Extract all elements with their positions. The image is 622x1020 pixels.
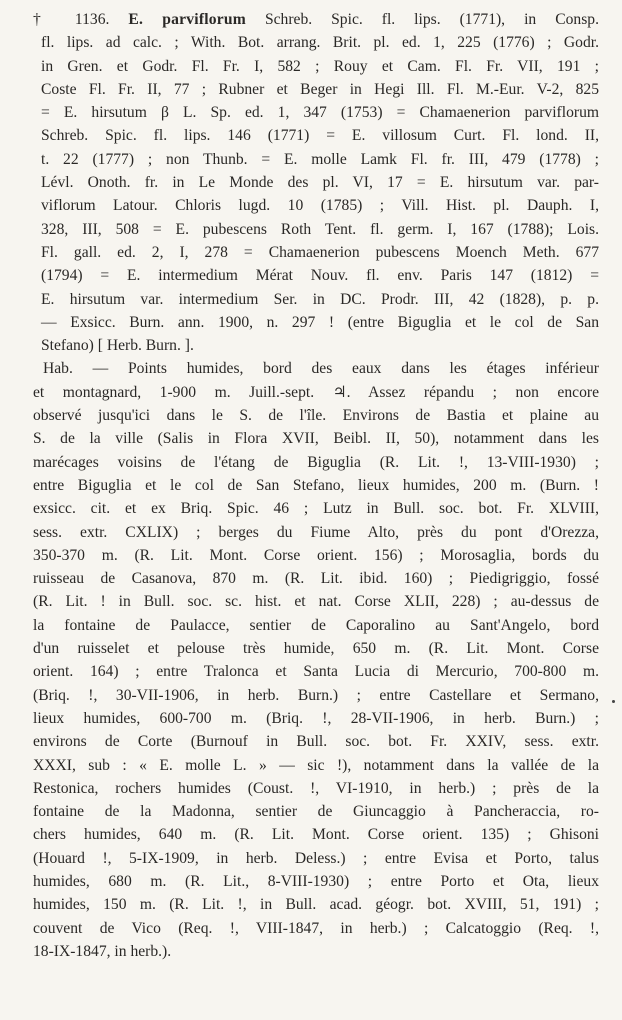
entry-line: Coste Fl. Fr. II, 77 ; Rubner et Beger in Hegi Ill. Fl. M.-Eur. V-2, 825 xyxy=(41,80,599,98)
entry-line-text: Schreb. Spic. fl. lips. (1771), in Consp. xyxy=(264,11,599,28)
entry-line: fl. lips. ad calc. ; With. Bot. arrang. Brit. pl. ed. 1, 225 (1776) ; Godr. xyxy=(41,34,599,52)
entry-line: Schreb. Spic. fl. lips. 146 (1771) = E. villosum Curt. Fl. lond. II, xyxy=(41,127,599,145)
habitat-line: humides, 680 m. (R. Lit., 8-VIII-1930) ; entre Porto et Ota, lieux xyxy=(33,872,599,890)
habitat-paragraph xyxy=(33,357,599,963)
habitat-line: sess. extr. CXLIX) ; berges du Fiume Alto, près du pont d'Orezza, xyxy=(33,523,599,541)
entry-line: 328, III, 508 = E. pubescens Roth Tent. fl. germ. I, 167 (1788); Lois. xyxy=(41,220,599,238)
habitat-line: ruisseau de Casanova, 870 m. (R. Lit. ibid. 160) ; Piedigriggio, fossé xyxy=(33,570,599,588)
habitat-line: marécages voisins de l'étang de Biguglia (R. Lit. !, 13-VIII-1930) ; xyxy=(33,453,599,471)
entry-line: Lévl. Onoth. fr. in Le Monde des pl. VI, 17 = E. hirsutum var. par- xyxy=(41,174,599,192)
entry-number: † 1136. xyxy=(33,11,110,28)
entry-line: t. 22 (1777) ; non Thunb. = E. molle Lamk Fl. fr. III, 479 (1778) ; xyxy=(41,150,599,168)
species-entry xyxy=(33,8,599,357)
habitat-line: fontaine de la Madonna, sentier de Giuncaggio à Pancheraccia, ro- xyxy=(33,803,599,821)
margin-dot xyxy=(612,700,615,703)
habitat-line: observé jusqu'ici dans le S. de l'île. Environs de Bastia et plaine au xyxy=(33,407,599,425)
habitat-line: Restonica, rochers humides (Coust. !, VI-1910, in herb.) ; près de la xyxy=(33,779,599,797)
habitat-line: 18-IX-1847, in herb.). xyxy=(33,942,172,960)
habitat-line: couvent de Vico (Req. !, VIII-1847, in herb.) ; Calcatoggio (Req. !, xyxy=(33,919,599,937)
habitat-line: (R. Lit. ! in Bull. soc. sc. hist. et nat. Corse XLII, 228) ; au-dessus de xyxy=(33,593,599,611)
habitat-line: humides, 150 m. (R. Lit. !, in Bull. acad. géogr. bot. XVIII, 51, 191) ; xyxy=(33,896,599,914)
entry-line: Stefano) [ Herb. Burn. ]. xyxy=(41,337,194,355)
entry-line: viflorum Latour. Chloris lugd. 10 (1785) ; Vill. Hist. pl. Dauph. I, xyxy=(41,197,599,215)
entry-line xyxy=(33,8,599,31)
habitat-line: entre Biguglia et le col de San Stefano, lieux humides, 200 m. (Burn. ! xyxy=(33,476,599,494)
entry-line: E. hirsutum var. intermedium Ser. in DC. Prodr. III, 42 (1828), p. p. xyxy=(41,290,599,308)
habitat-line: (Briq. !, 30-VII-1906, in herb. Burn.) ; entre Castellare et Sermano, xyxy=(33,686,599,704)
habitat-line: S. de la ville (Salis in Flora XVII, Beibl. II, 50), notamment dans les xyxy=(33,430,599,448)
habitat-line: environs de Corte (Burnouf in Bull. soc. bot. Fr. XXIV, sess. extr. xyxy=(33,733,599,751)
entry-line: (1794) = E. intermedium Mérat Nouv. fl. env. Paris 147 (1812) = xyxy=(41,267,599,285)
habitat-line: 350-370 m. (R. Lit. Mont. Corse orient. 156) ; Morosaglia, bords du xyxy=(33,546,599,564)
entry-line: = E. hirsutum β L. Sp. ed. 1, 347 (1753) = Chamaenerion parviflorum xyxy=(41,104,599,122)
habitat-line: et montagnard, 1-900 m. Juill.-sept. ♃. Assez répandu ; non encore xyxy=(33,383,599,401)
habitat-line: XXXI, sub : « E. molle L. » — sic !), notamment dans la vallée de la xyxy=(33,756,599,774)
entry-line: Fl. gall. ed. 2, I, 278 = Chamaenerion pubescens Moench Meth. 677 xyxy=(41,243,599,261)
habitat-line: orient. 164) ; entre Tralonca et Santa Lucia di Mercurio, 700-800 m. xyxy=(33,663,599,681)
habitat-line: chers humides, 640 m. (R. Lit. Mont. Corse orient. 135) ; Ghisoni xyxy=(33,826,599,844)
habitat-line: exsicc. cit. et ex Briq. Spic. 46 ; Lutz in Bull. soc. bot. Fr. XLVIII, xyxy=(33,500,599,518)
habitat-line: la fontaine de Paulacce, sentier de Caporalino au Sant'Angelo, bord xyxy=(33,616,599,634)
entry-line: — Exsicc. Burn. ann. 1900, n. 297 ! (entre Biguglia et le col de San xyxy=(41,313,599,331)
habitat-line: lieux humides, 600-700 m. (Briq. !, 28-VII-1906, in herb. Burn.) ; xyxy=(33,709,599,727)
species-name: E. parviflorum xyxy=(128,11,246,28)
habitat-line: (Houard !, 5-IX-1909, in herb. Deless.) ; entre Evisa et Porto, talus xyxy=(33,849,599,867)
habitat-line: Hab. — Points humides, bord des eaux dans les étages inférieur xyxy=(43,360,599,378)
habitat-line: d'un ruisselet et pelouse très humide, 650 m. (R. Lit. Mont. Corse xyxy=(33,640,599,658)
entry-line: in Gren. et Godr. Fl. Fr. I, 582 ; Rouy et Cam. Fl. Fr. VII, 191 ; xyxy=(41,57,599,75)
